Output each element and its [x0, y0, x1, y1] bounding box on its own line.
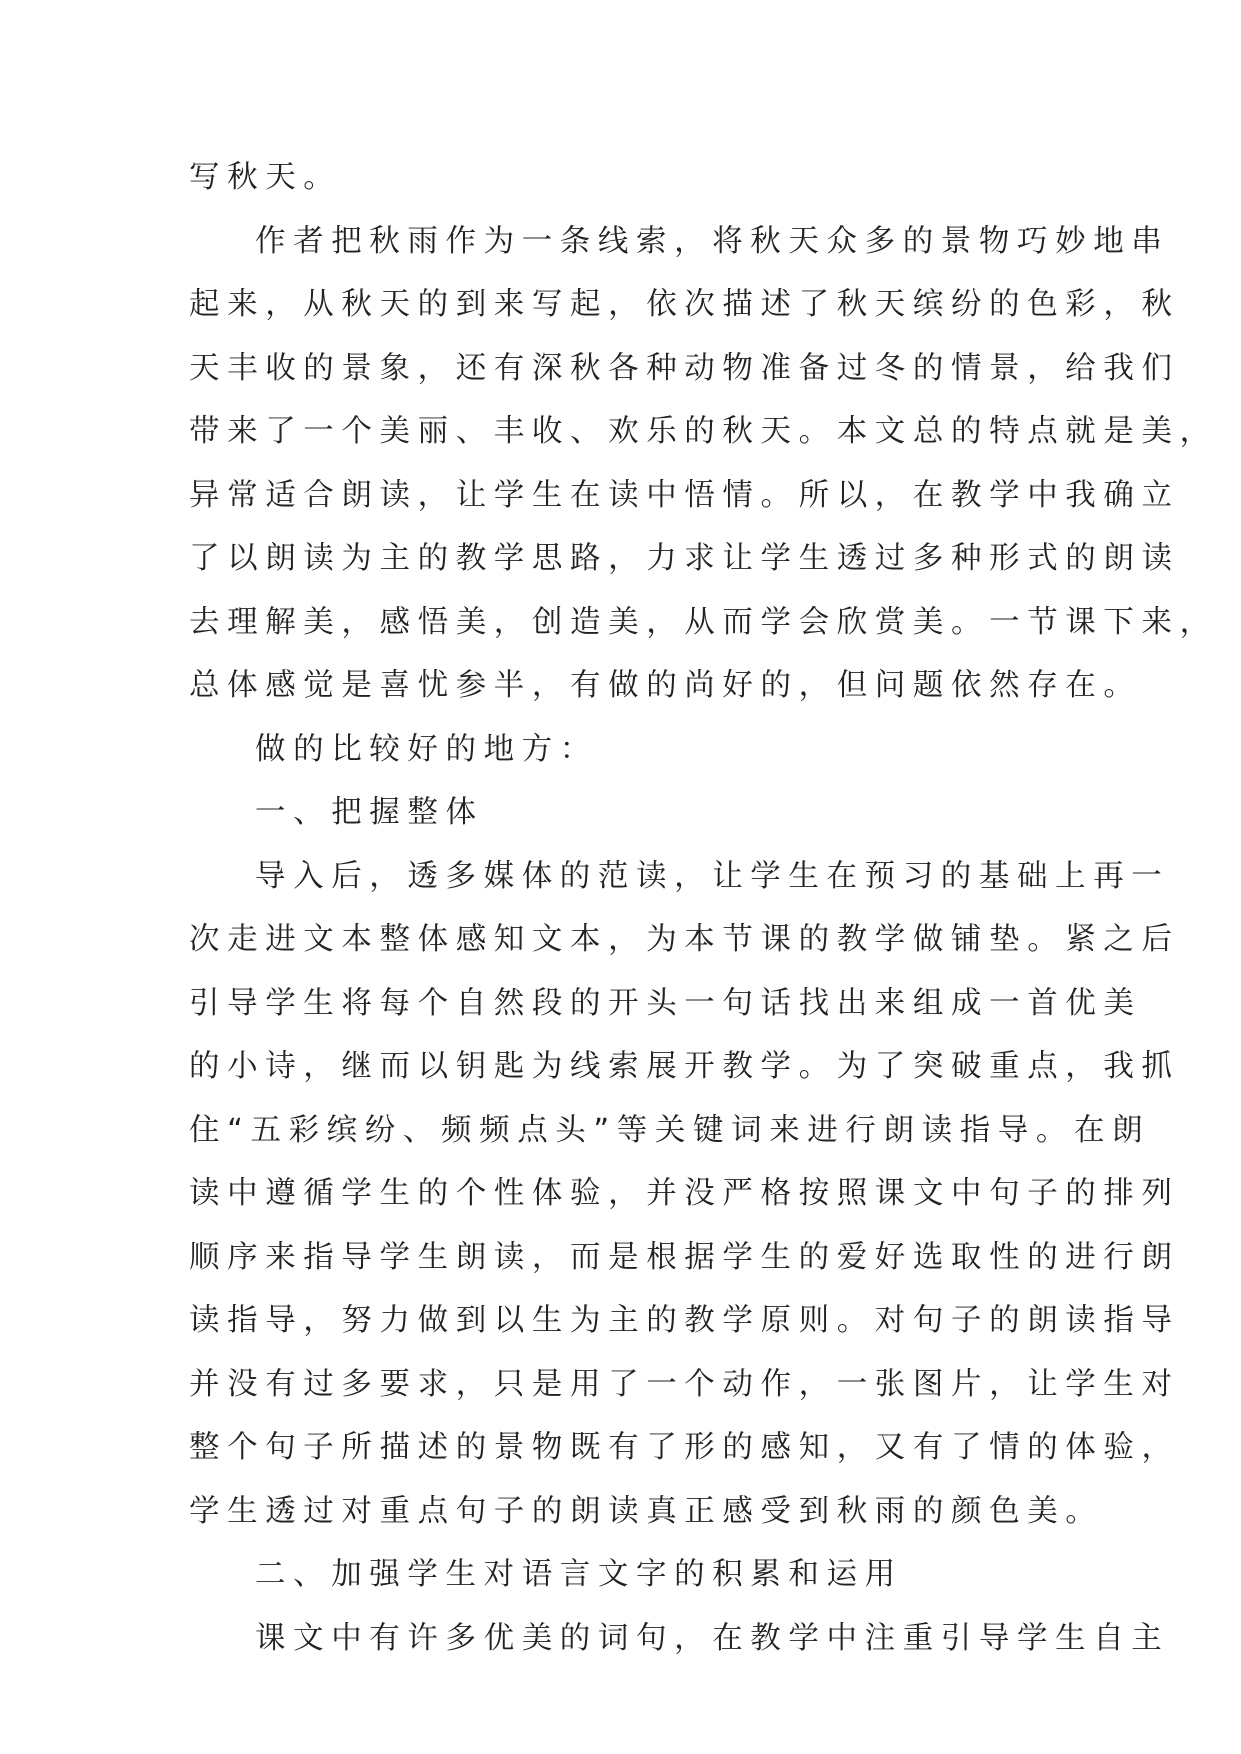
text-line: 并没有过多要求，只是用了一个动作，一张图片，让学生对 [189, 1366, 1180, 1402]
text-line: 住“五彩缤纷、频频点头”等关键词来进行朗读指导。在朗 [189, 1112, 1151, 1148]
section-heading: 二、加强学生对语言文字的积累和运用 [255, 1557, 903, 1592]
text-line: 的小诗，继而以钥匙为线索展开教学。为了突破重点，我抓 [189, 1049, 1180, 1084]
text-line: 读中遵循学生的个性体验，并没严格按照课文中句子的排列 [189, 1176, 1180, 1211]
text-line: 读指导，努力做到以生为主的教学原则。对句子的朗读指导 [189, 1303, 1180, 1338]
text-line: 异常适合朗读，让学生在读中悟情。所以，在教学中我确立 [189, 477, 1180, 513]
document-body [189, 146, 1218, 1670]
text-line: 了以朗读为主的教学思路，力求让学生透过多种形式的朗读 [189, 541, 1180, 576]
text-line: 课文中有许多优美的词句，在教学中注重引导学生自主 [255, 1620, 1170, 1656]
section-heading: 一、把握整体 [255, 795, 484, 830]
text-line: 整个句子所描述的景物既有了形的感知，又有了情的体验， [189, 1430, 1180, 1465]
text-line: 作者把秋雨作为一条线索，将秋天众多的景物巧妙地串 [255, 223, 1170, 259]
text-line: 带来了一个美丽、丰收、欢乐的秋天。本文总的特点就是美， [189, 414, 1218, 449]
text-line: 学生透过对重点句子的朗读真正感受到秋雨的颜色美。 [189, 1493, 1104, 1529]
text-line: 天丰收的景象，还有深秋各种动物准备过冬的情景，给我们 [189, 350, 1180, 386]
text-line: 导入后，透多媒体的范读，让学生在预习的基础上再一 [255, 858, 1170, 894]
text-line: 顺序来指导学生朗读，而是根据学生的爱好选取性的进行朗 [189, 1239, 1180, 1275]
text-line: 次走进文本整体感知文本，为本节课的教学做铺垫。紧之后 [189, 922, 1180, 957]
text-line: 做的比较好的地方： [255, 731, 598, 767]
text-line: 总体感觉是喜忧参半，有做的尚好的，但问题依然存在。 [189, 668, 1142, 703]
text-line: 去理解美，感悟美，创造美，从而学会欣赏美。一节课下来， [189, 604, 1218, 640]
text-line: 起来，从秋天的到来写起，依次描述了秋天缤纷的色彩，秋 [189, 287, 1180, 322]
text-line: 写秋天。 [189, 160, 342, 195]
text-line: 引导学生将每个自然段的开头一句话找出来组成一首优美 [189, 985, 1142, 1021]
